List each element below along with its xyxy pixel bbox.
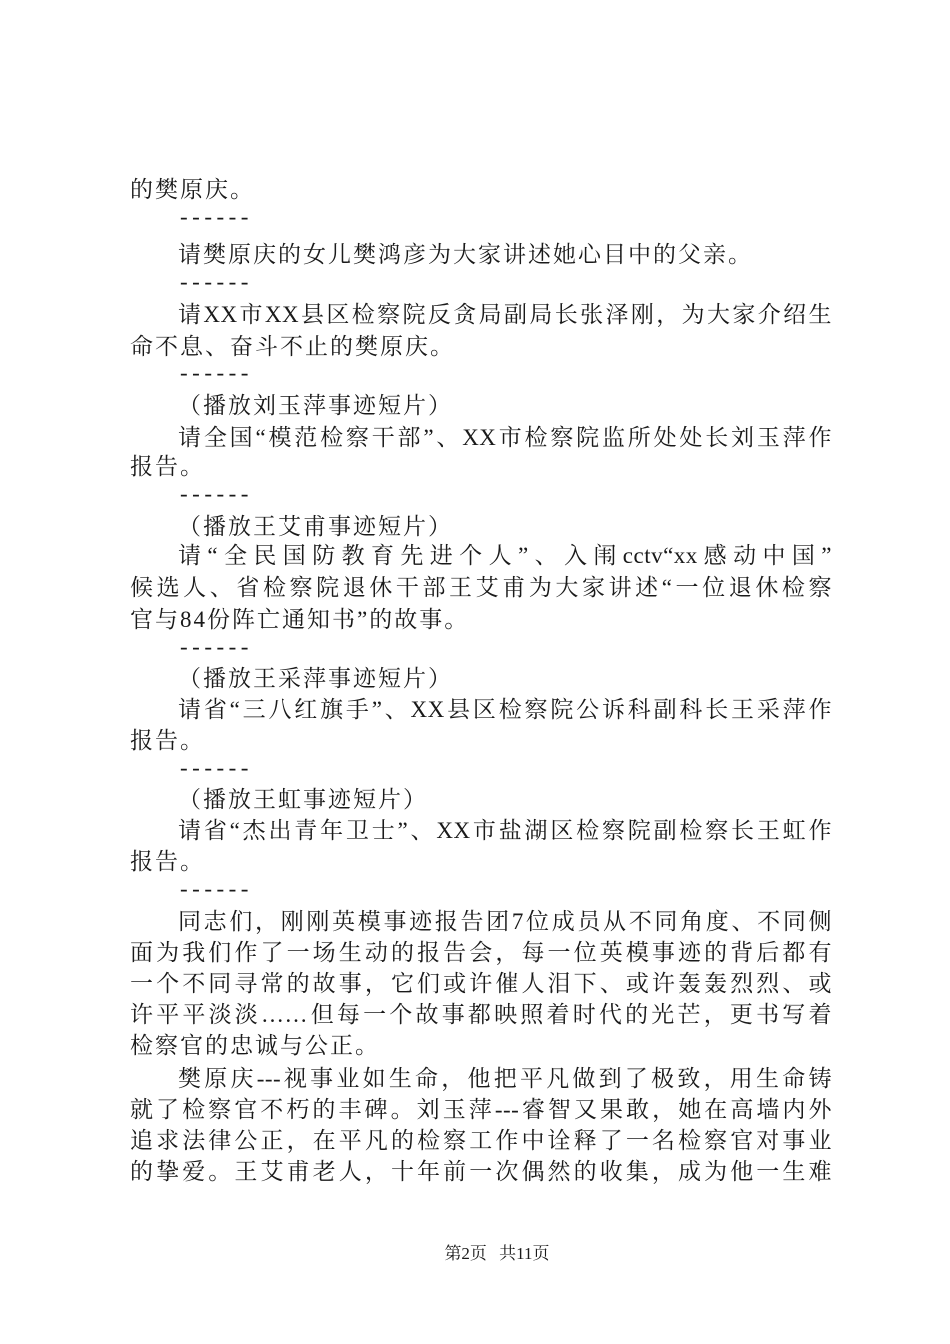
body-line: 候选人、省检察院退休干部王艾甫为大家讲述“一位退休检察 <box>130 575 832 600</box>
body-line: 报告。 <box>130 454 205 479</box>
body-line: 许平平淡淡……但每一个故事都映照着时代的光芒，更书写着 <box>130 1002 832 1027</box>
separator-line: ------ <box>180 481 253 506</box>
body-line: 请“全民国防教育先进个人”、入闱cctv“xx感动中国” <box>178 543 832 568</box>
video-note-line: （播放王采萍事迹短片） <box>178 666 453 691</box>
body-line: 樊原庆---视事业如生命，他把平凡做到了极致，用生命铸 <box>178 1066 832 1091</box>
body-line: 请樊原庆的女儿樊鸿彦为大家讲述她心目中的父亲。 <box>178 242 753 267</box>
body-line: 检察官的忠诚与公正。 <box>130 1033 380 1058</box>
video-note-line: （播放王艾甫事迹短片） <box>178 514 453 539</box>
footer-page-number: 第2页 共11页 <box>444 1244 550 1263</box>
body-line: 就了检察官不朽的丰碑。刘玉萍---睿智又果敢，她在高墙内外 <box>130 1097 832 1122</box>
body-line: 面为我们作了一场生动的报告会，每一位英模事迹的背后都有 <box>130 940 832 965</box>
separator-line: ------ <box>180 360 253 385</box>
separator-line: ------ <box>180 269 253 294</box>
body-line: 命不息、奋斗不止的樊原庆。 <box>130 334 455 359</box>
separator-line: ------ <box>180 755 253 780</box>
body-line: 请XX市XX县区检察院反贪局副局长张泽刚，为大家介绍生 <box>178 302 832 327</box>
body-line: 请全国“模范检察干部”、XX市检察院监所处处长刘玉萍作 <box>178 425 832 450</box>
video-note-line: （播放刘玉萍事迹短片） <box>178 393 453 418</box>
body-line: 官与84份阵亡通知书”的故事。 <box>130 607 470 632</box>
body-line: 追求法律公正，在平凡的检察工作中诠释了一名检察官对事业 <box>130 1128 832 1153</box>
body-line: 的樊原庆。 <box>130 177 255 202</box>
body-line: 请省“三八红旗手”、XX县区检察院公诉科副科长王采萍作 <box>178 697 832 722</box>
body-line: 一个不同寻常的故事，它们或许催人泪下、或许轰轰烈烈、或 <box>130 971 832 996</box>
body-line: 同志们，刚刚英模事迹报告团7位成员从不同角度、不同侧 <box>178 909 832 934</box>
separator-line: ------ <box>180 204 253 229</box>
body-line: 报告。 <box>130 849 205 874</box>
separator-line: ------ <box>180 634 253 659</box>
body-line: 报告。 <box>130 728 205 753</box>
video-note-line: （播放王虹事迹短片） <box>178 787 428 812</box>
separator-line: ------ <box>180 876 253 901</box>
body-line: 请省“杰出青年卫士”、XX市盐湖区检察院副检察长王虹作 <box>178 818 832 843</box>
body-line: 的挚爱。王艾甫老人，十年前一次偶然的收集，成为他一生难 <box>130 1159 832 1184</box>
